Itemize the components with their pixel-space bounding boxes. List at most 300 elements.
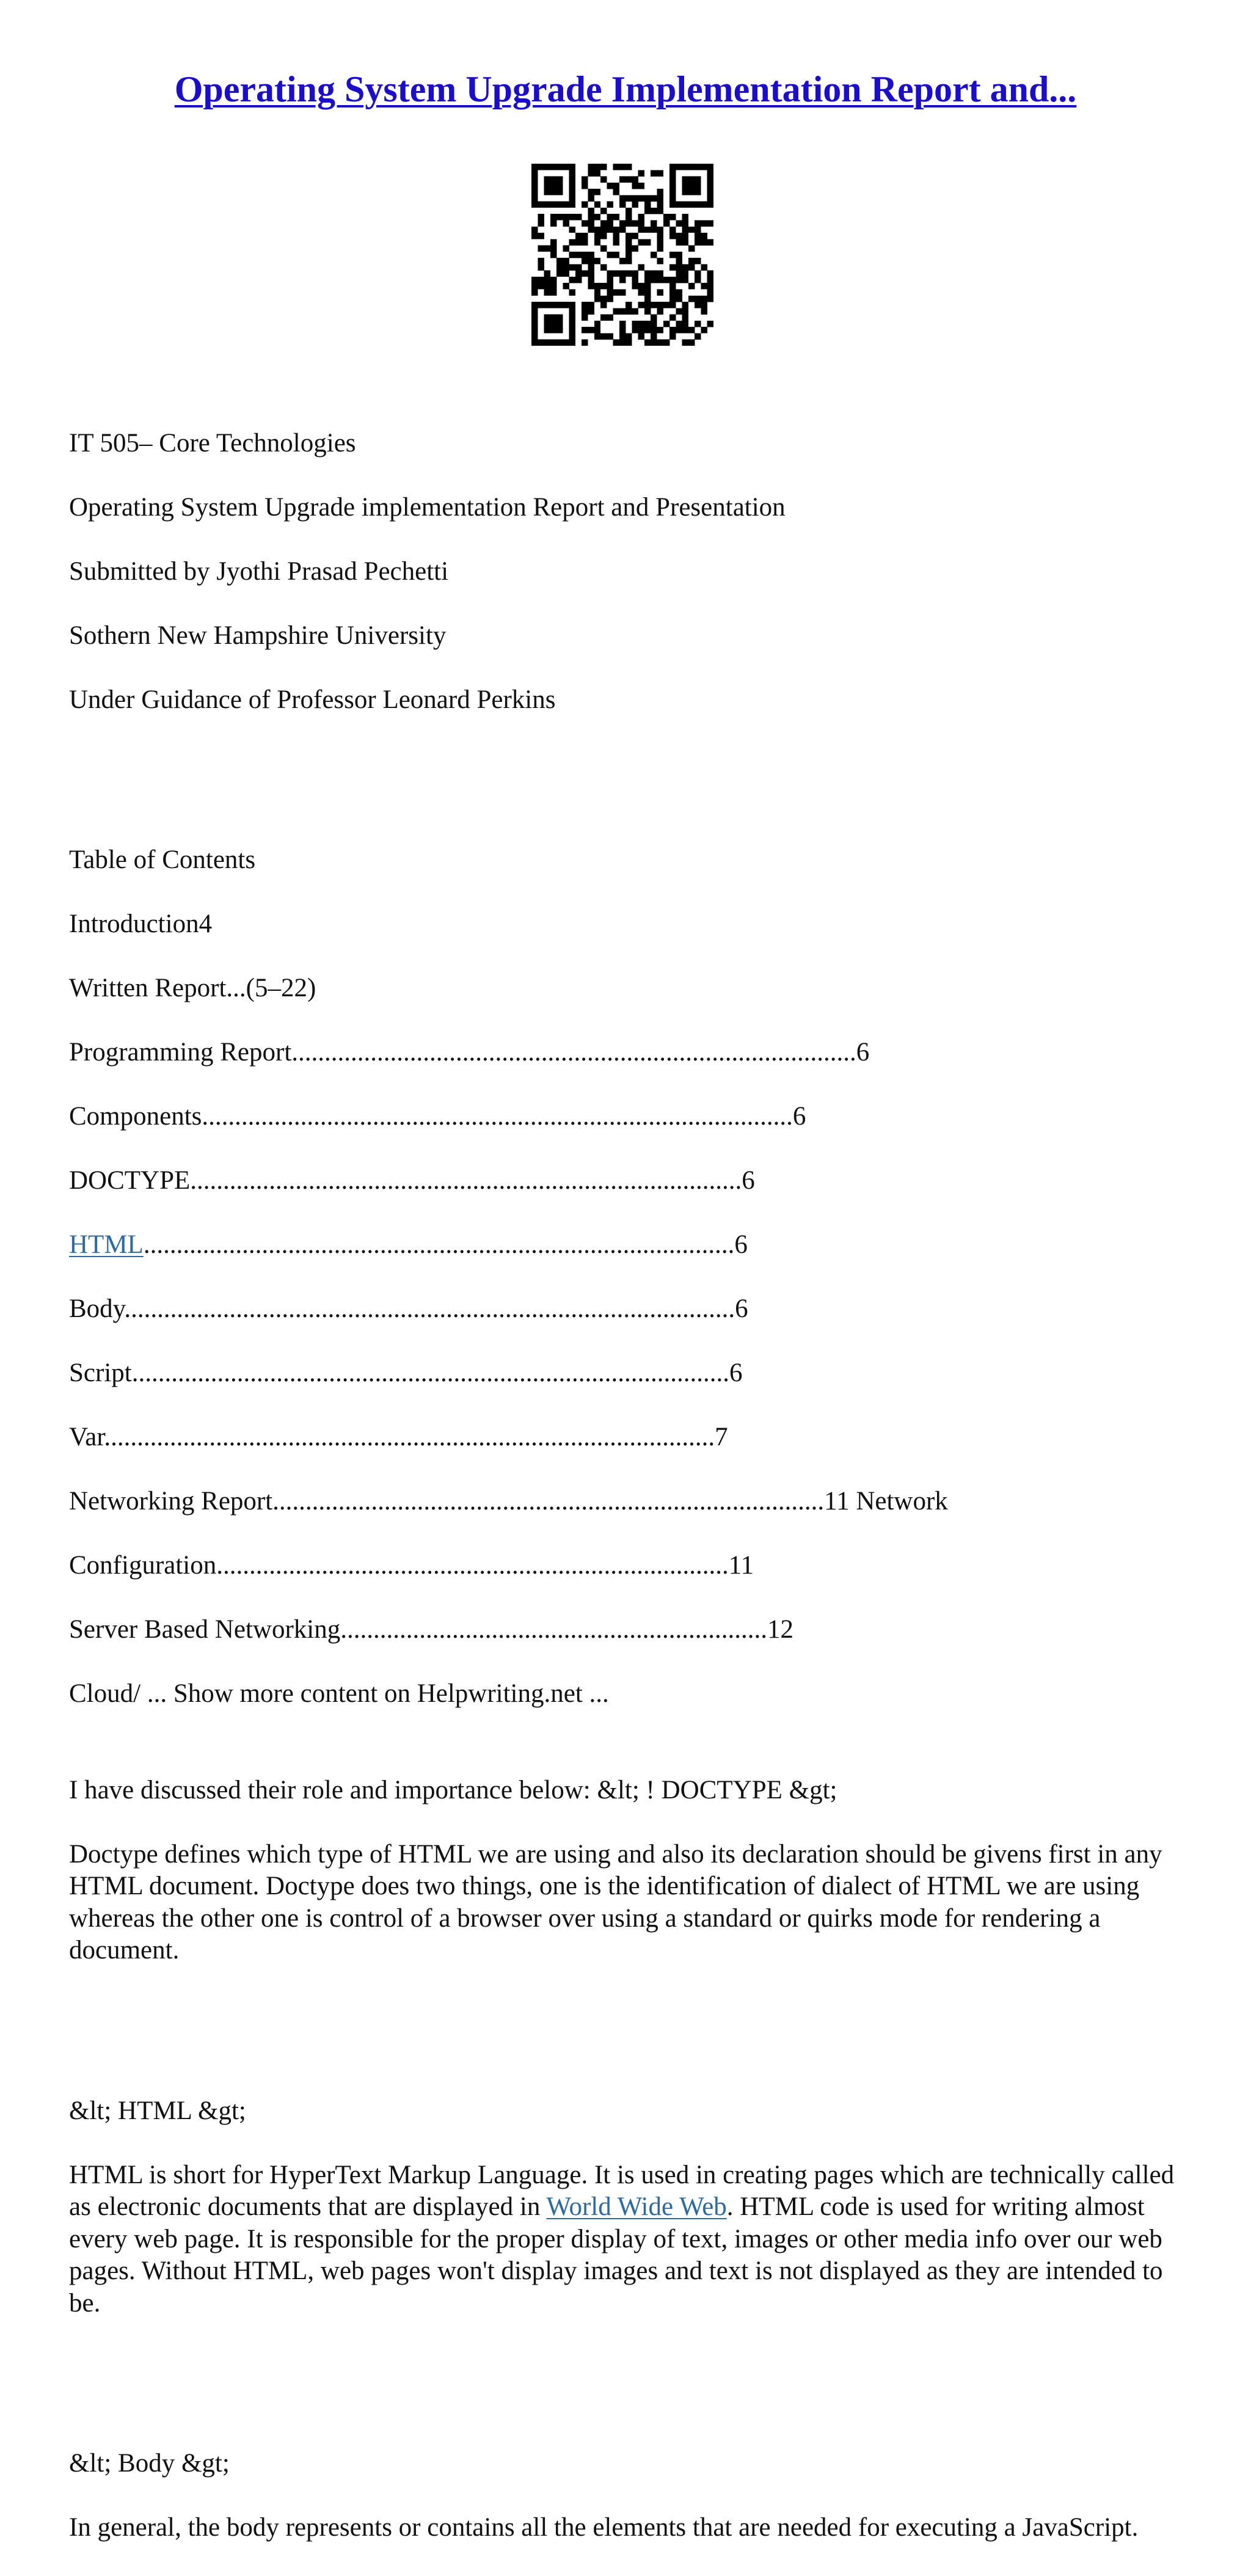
qr-module xyxy=(619,220,626,226)
qr-module xyxy=(669,177,676,183)
toc-item-body: Body.............................................................................................6 xyxy=(69,1294,748,1323)
qr-module xyxy=(531,290,538,296)
qr-module xyxy=(544,283,550,289)
qr-module xyxy=(607,296,613,302)
qr-module xyxy=(569,183,575,189)
qr-module xyxy=(657,233,663,239)
qr-module xyxy=(676,327,682,333)
html-paragraph xyxy=(69,2159,1187,2320)
qr-module xyxy=(688,327,695,333)
qr-module xyxy=(651,195,657,201)
qr-module xyxy=(569,327,575,333)
qr-module xyxy=(651,271,657,277)
qr-module xyxy=(569,333,575,339)
qr-module xyxy=(544,177,550,183)
qr-module xyxy=(669,189,676,195)
qr-module xyxy=(588,214,594,220)
qr-module xyxy=(538,202,544,208)
qr-module xyxy=(594,233,600,239)
qr-module xyxy=(638,195,644,201)
qr-module xyxy=(651,252,657,258)
qr-module xyxy=(544,290,550,296)
qr-module xyxy=(644,239,651,245)
qr-module xyxy=(594,214,600,220)
qr-module xyxy=(626,302,632,308)
qr-module xyxy=(582,302,588,308)
qr-module xyxy=(669,195,676,201)
title-link[interactable]: Operating System Upgrade Implementation Report and... xyxy=(174,69,1077,109)
qr-module xyxy=(575,233,582,239)
qr-module xyxy=(695,233,701,239)
qr-module xyxy=(669,227,676,233)
qr-module xyxy=(550,283,556,289)
qr-module xyxy=(531,164,538,170)
qr-module xyxy=(695,164,701,170)
qr-module xyxy=(688,264,695,270)
qr-module xyxy=(669,296,676,302)
qr-module xyxy=(657,340,663,346)
qr-module xyxy=(613,183,619,189)
qr-module xyxy=(682,277,688,283)
qr-module xyxy=(644,302,651,308)
spacer xyxy=(69,1999,1187,2031)
qr-module xyxy=(556,302,563,308)
qr-module xyxy=(600,233,607,239)
qr-module xyxy=(632,195,638,201)
qr-module xyxy=(657,189,663,195)
qr-module xyxy=(544,340,550,346)
qr-module xyxy=(531,227,538,233)
spacer xyxy=(69,748,1187,781)
toc-heading: Table of Contents xyxy=(69,845,256,874)
qr-module xyxy=(556,321,563,327)
qr-module xyxy=(538,220,544,226)
qr-module xyxy=(707,202,713,208)
qr-module xyxy=(669,290,676,296)
qr-module xyxy=(613,308,619,314)
qr-module xyxy=(569,195,575,201)
discussion-intro: I have discussed their role and importance below: &lt; ! DOCTYPE &gt; xyxy=(69,1775,837,1804)
qr-module xyxy=(544,277,550,283)
qr-module xyxy=(607,290,613,296)
qr-module xyxy=(682,164,688,170)
qr-module xyxy=(638,333,644,339)
qr-module xyxy=(707,271,713,277)
qr-module xyxy=(588,264,594,270)
toc-item-programming-report: Programming Report......................................................................................6 xyxy=(69,1038,870,1067)
qr-module xyxy=(632,283,638,289)
qr-module xyxy=(651,302,657,308)
qr-module xyxy=(638,227,644,233)
html-paragraph-start: HTML is short for HyperText Markup Language. It is used in creating pages which are technically called as electronic documents that are displayed in xyxy=(69,2160,1175,2221)
html-link[interactable]: HTML xyxy=(69,1230,144,1259)
qr-module xyxy=(676,220,682,226)
qr-module xyxy=(531,308,538,314)
qr-module xyxy=(582,315,588,321)
qr-module xyxy=(707,177,713,183)
qr-module xyxy=(607,183,613,189)
qr-module xyxy=(669,333,676,339)
qr-module xyxy=(682,227,688,233)
qr-module xyxy=(588,170,594,176)
qr-module xyxy=(600,315,607,321)
qr-module xyxy=(569,315,575,321)
qr-module xyxy=(682,177,688,183)
qr-module xyxy=(619,327,626,333)
qr-module xyxy=(594,164,600,170)
document-body xyxy=(69,395,1187,2576)
qr-module xyxy=(688,340,695,346)
report-title-line: Operating System Upgrade implementation Report and Presentation xyxy=(69,492,786,522)
qr-module xyxy=(669,283,676,289)
qr-module xyxy=(594,227,600,233)
qr-module xyxy=(544,189,550,195)
qr-module xyxy=(676,271,682,277)
qr-module xyxy=(556,189,563,195)
toc-item-cloud: Cloud/ ... Show more content on Helpwriting.net ... xyxy=(69,1679,609,1708)
html-heading: &lt; HTML &gt; xyxy=(69,2096,246,2125)
qr-module xyxy=(556,177,563,183)
qr-module xyxy=(707,321,713,327)
qr-module xyxy=(638,264,644,270)
qr-module xyxy=(588,277,594,283)
qr-module xyxy=(569,308,575,314)
qr-module xyxy=(651,333,657,339)
qr-module xyxy=(632,321,638,327)
qr-module xyxy=(550,340,556,346)
qr-module xyxy=(588,220,594,226)
qr-module xyxy=(682,264,688,270)
qr-module xyxy=(676,202,682,208)
qr-module xyxy=(569,302,575,308)
qr-module xyxy=(556,258,563,264)
qr-module xyxy=(638,170,644,176)
qr-module xyxy=(688,189,695,195)
qr-module xyxy=(582,202,588,208)
qr-module xyxy=(688,258,695,264)
qr-module xyxy=(632,271,638,277)
qr-module xyxy=(613,340,619,346)
qr-module xyxy=(632,202,638,208)
qr-module xyxy=(632,327,638,333)
qr-module xyxy=(669,264,676,270)
qr-module xyxy=(695,302,701,308)
qr-module xyxy=(544,202,550,208)
qr-module xyxy=(644,227,651,233)
qr-module xyxy=(682,214,688,220)
qr-module xyxy=(531,183,538,189)
qr-module xyxy=(701,164,707,170)
qr-module xyxy=(695,220,701,226)
qr-module xyxy=(569,239,575,245)
qr-module xyxy=(607,202,613,208)
qr-module xyxy=(663,321,669,327)
qr-module xyxy=(669,277,676,283)
qr-module xyxy=(575,271,582,277)
qr-module xyxy=(644,340,651,346)
qr-module xyxy=(682,271,688,277)
qr-module xyxy=(544,246,550,252)
qr-module xyxy=(669,202,676,208)
qr-module xyxy=(695,183,701,189)
qr-module xyxy=(632,183,638,189)
qr-module xyxy=(638,214,644,220)
toc-item-server-networking: Server Based Networking.................................................................12 xyxy=(69,1615,793,1644)
qr-module xyxy=(531,283,538,289)
qr-module xyxy=(701,264,707,270)
qr-module xyxy=(550,202,556,208)
qr-module xyxy=(538,258,544,264)
qr-module xyxy=(626,195,632,201)
qr-module xyxy=(626,220,632,226)
qr-module xyxy=(531,315,538,321)
qr-module xyxy=(619,227,626,233)
qr-module xyxy=(563,164,569,170)
toc-item-html xyxy=(69,1229,1187,1261)
qr-module xyxy=(619,290,626,296)
qr-module xyxy=(707,189,713,195)
world-wide-web-link[interactable]: World Wide Web xyxy=(546,2192,727,2221)
qr-module xyxy=(644,277,651,283)
spacer xyxy=(69,2352,1187,2384)
toc-item-written-report: Written Report...(5–22) xyxy=(69,974,316,1002)
qr-module xyxy=(582,183,588,189)
qr-module xyxy=(563,283,569,289)
qr-module xyxy=(550,183,556,189)
qr-module xyxy=(657,277,663,283)
qr-module xyxy=(550,189,556,195)
qr-module xyxy=(582,220,588,226)
qr-module xyxy=(531,233,538,239)
qr-code-icon xyxy=(531,164,713,346)
qr-module xyxy=(600,296,607,302)
qr-module xyxy=(657,246,663,252)
qr-module xyxy=(613,227,619,233)
qr-module xyxy=(676,164,682,170)
qr-module xyxy=(550,277,556,283)
qr-module xyxy=(638,327,644,333)
qr-module xyxy=(657,239,663,245)
qr-module xyxy=(563,340,569,346)
qr-module xyxy=(626,258,632,264)
qr-module xyxy=(563,258,569,264)
qr-module xyxy=(651,277,657,283)
qr-module xyxy=(707,183,713,189)
qr-module xyxy=(707,170,713,176)
qr-module xyxy=(538,246,544,252)
qr-module xyxy=(676,277,682,283)
qr-module xyxy=(707,195,713,201)
toc-item-html-leader: ..........................................................................................6 xyxy=(143,1230,748,1259)
guidance-line: Under Guidance of Professor Leonard Perkins xyxy=(69,685,556,714)
qr-module xyxy=(544,271,550,277)
qr-module xyxy=(600,164,607,170)
qr-module xyxy=(688,183,695,189)
qr-module xyxy=(644,283,651,289)
qr-module xyxy=(632,246,638,252)
qr-module xyxy=(550,290,556,296)
qr-module xyxy=(682,321,688,327)
qr-module xyxy=(676,264,682,270)
qr-module xyxy=(676,308,682,314)
qr-module xyxy=(688,202,695,208)
qr-module xyxy=(556,214,563,220)
qr-module xyxy=(701,220,707,226)
qr-module xyxy=(644,321,651,327)
qr-module xyxy=(695,277,701,283)
qr-module xyxy=(538,233,544,239)
qr-module xyxy=(569,340,575,346)
qr-module xyxy=(663,302,669,308)
qr-module xyxy=(626,252,632,258)
qr-module xyxy=(619,202,626,208)
qr-module xyxy=(588,227,594,233)
qr-module xyxy=(550,321,556,327)
qr-module xyxy=(644,308,651,314)
qr-module xyxy=(563,220,569,226)
qr-module xyxy=(538,264,544,270)
qr-module xyxy=(569,170,575,176)
qr-module xyxy=(600,283,607,289)
qr-module xyxy=(682,189,688,195)
qr-module xyxy=(556,164,563,170)
qr-module xyxy=(607,271,613,277)
qr-module xyxy=(707,164,713,170)
qr-module xyxy=(582,258,588,264)
qr-module xyxy=(619,258,626,264)
qr-module xyxy=(701,327,707,333)
qr-module xyxy=(550,315,556,321)
qr-module xyxy=(569,202,575,208)
qr-module xyxy=(651,220,657,226)
qr-module xyxy=(531,333,538,339)
toc-item-var: Var.............................................................................................7 xyxy=(69,1423,728,1451)
qr-module xyxy=(676,252,682,258)
qr-module xyxy=(531,327,538,333)
qr-module xyxy=(663,340,669,346)
qr-module xyxy=(569,277,575,283)
qr-module xyxy=(619,333,626,339)
qr-module xyxy=(657,208,663,214)
qr-module xyxy=(594,333,600,339)
qr-module xyxy=(682,302,688,308)
qr-module xyxy=(594,290,600,296)
qr-module xyxy=(644,195,651,201)
qr-module xyxy=(651,227,657,233)
qr-module xyxy=(607,315,613,321)
qr-module xyxy=(682,220,688,226)
qr-module xyxy=(626,246,632,252)
qr-module xyxy=(682,233,688,239)
qr-module xyxy=(588,195,594,201)
qr-module xyxy=(600,264,607,270)
qr-module xyxy=(657,290,663,296)
qr-module xyxy=(600,302,607,308)
qr-module xyxy=(600,246,607,252)
qr-module xyxy=(531,321,538,327)
qr-module xyxy=(638,183,644,189)
qr-module xyxy=(582,177,588,183)
qr-module xyxy=(657,271,663,277)
qr-module xyxy=(626,214,632,220)
qr-module xyxy=(663,220,669,226)
qr-module xyxy=(531,189,538,195)
qr-module xyxy=(550,252,556,258)
qr-module xyxy=(676,290,682,296)
qr-module xyxy=(669,164,676,170)
qr-module xyxy=(550,177,556,183)
qr-module xyxy=(669,315,676,321)
qr-module xyxy=(619,195,626,201)
qr-module xyxy=(531,177,538,183)
qr-module xyxy=(657,308,663,314)
qr-module xyxy=(550,246,556,252)
qr-module xyxy=(575,277,582,283)
qr-module xyxy=(626,340,632,346)
qr-module xyxy=(695,333,701,339)
qr-module xyxy=(701,283,707,289)
qr-module xyxy=(563,264,569,270)
qr-module xyxy=(682,239,688,245)
qr-module xyxy=(550,164,556,170)
qr-module xyxy=(594,170,600,176)
html-paragraph-end: . HTML code is used for writing almost every web page. It is responsible for the proper display of text, images or other media info over our web pages. Without HTML, web pages won't display images and text is not displayed as they are intended to be. xyxy=(69,2192,1163,2318)
qr-module xyxy=(682,315,688,321)
qr-module xyxy=(613,271,619,277)
qr-module xyxy=(563,271,569,277)
qr-module xyxy=(556,264,563,270)
qr-module xyxy=(695,202,701,208)
qr-module xyxy=(569,252,575,258)
qr-module xyxy=(682,340,688,346)
qr-module xyxy=(638,220,644,226)
qr-module xyxy=(531,302,538,308)
qr-module xyxy=(582,252,588,258)
qr-module xyxy=(588,258,594,264)
qr-module xyxy=(582,327,588,333)
qr-module xyxy=(626,164,632,170)
qr-module xyxy=(663,277,669,283)
qr-module xyxy=(613,239,619,245)
qr-module xyxy=(556,315,563,321)
university-line: Sothern New Hampshire University xyxy=(69,621,447,650)
qr-module xyxy=(613,252,619,258)
qr-module xyxy=(663,214,669,220)
qr-module xyxy=(657,202,663,208)
qr-module xyxy=(688,246,695,252)
qr-module xyxy=(626,239,632,245)
qr-module xyxy=(688,296,695,302)
qr-module xyxy=(613,214,619,220)
qr-module xyxy=(569,164,575,170)
qr-module xyxy=(619,177,626,183)
qr-module xyxy=(582,239,588,245)
qr-module xyxy=(682,183,688,189)
qr-module xyxy=(544,321,550,327)
qr-module xyxy=(657,327,663,333)
qr-module xyxy=(707,239,713,245)
qr-module xyxy=(682,202,688,208)
qr-module xyxy=(607,227,613,233)
qr-module xyxy=(676,258,682,264)
qr-module xyxy=(644,290,651,296)
qr-module xyxy=(594,239,600,245)
qr-module xyxy=(531,170,538,176)
qr-module xyxy=(582,271,588,277)
qr-module xyxy=(676,239,682,245)
qr-module xyxy=(544,315,550,321)
qr-module xyxy=(531,340,538,346)
